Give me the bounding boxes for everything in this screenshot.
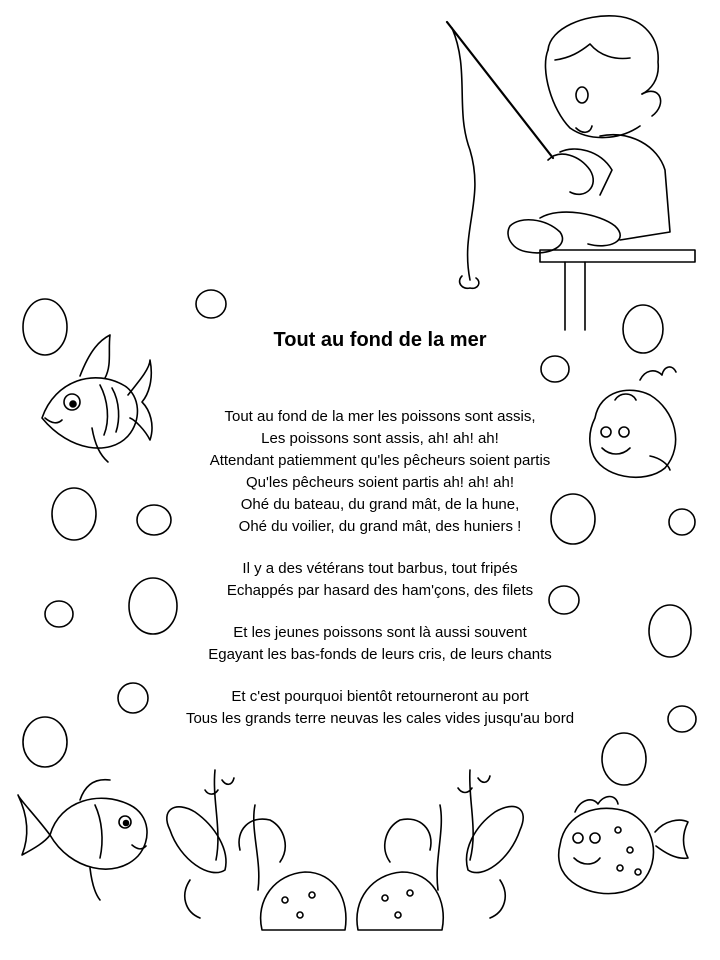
fish-icon xyxy=(559,797,688,894)
stanza xyxy=(130,622,630,666)
poem-line: Il y a des vétérans tout barbus, tout fripés xyxy=(242,560,518,577)
poem-line: Echappés par hasard des ham'çons, des filets xyxy=(226,582,534,599)
poem-line: Qu'les pêcheurs soient partis ah! ah! ah! xyxy=(245,474,515,491)
seaweed-icon xyxy=(385,770,523,918)
poem-line: Et les jeunes poissons sont là aussi souvent xyxy=(233,624,527,641)
poem-line: Et c'est pourquoi bientôt retourneront au port xyxy=(231,688,529,705)
stanza xyxy=(130,686,630,730)
poem-line: Ohé du bateau, du grand mât, de la hune, xyxy=(240,496,520,513)
poem-line: Tous les grands terre neuvas les cales vides jusqu'au bord xyxy=(185,710,575,727)
page-title: Tout au fond de la mer xyxy=(273,329,487,351)
poem-line: Ohé du voilier, du grand mât, des huniers ! xyxy=(238,518,522,535)
poem-line: Tout au fond de la mer les poissons sont assis, xyxy=(224,408,536,425)
poem-line: Les poissons sont assis, ah! ah! ah! xyxy=(261,430,499,447)
poem-text xyxy=(130,406,630,730)
poem-line: Attendant patiemment qu'les pêcheurs soient partis xyxy=(209,452,551,469)
rock-icon xyxy=(261,872,346,930)
stanza xyxy=(130,406,630,538)
poem-line: Egayant les bas-fonds de leurs cris, de leurs chants xyxy=(208,646,552,663)
boy-fishing-icon xyxy=(447,16,695,330)
fish-icon xyxy=(18,780,147,900)
stanza xyxy=(130,558,630,602)
rock-icon xyxy=(357,872,443,930)
seaweed-icon xyxy=(167,770,285,918)
